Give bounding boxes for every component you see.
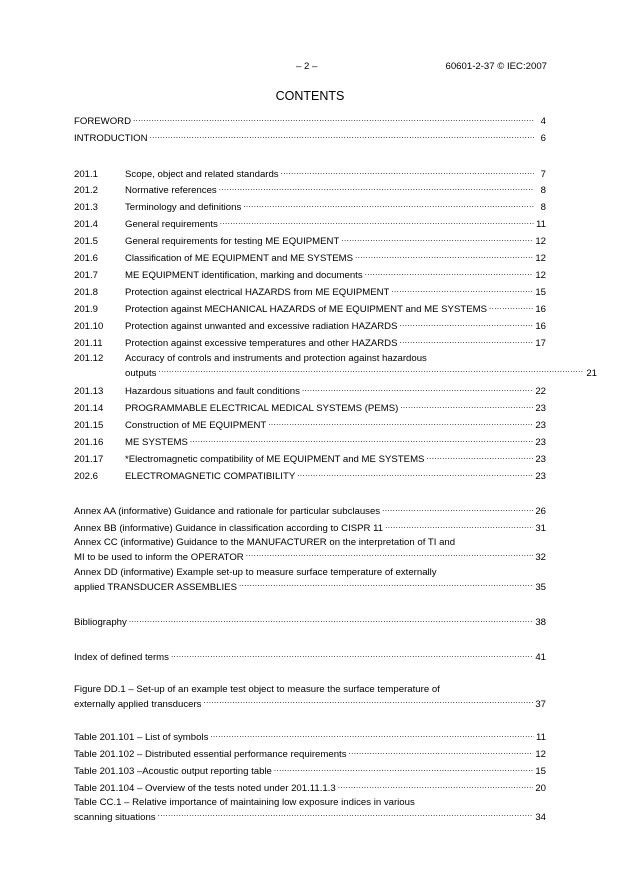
toc-entry-text: Protection against MECHANICAL HAZARDS of ME EQUIPMENT and ME SYSTEMS — [125, 304, 488, 315]
toc-entry-page: 4 — [540, 116, 546, 127]
leader-dots — [365, 267, 534, 278]
toc-entry-text: outputs — [125, 367, 157, 379]
leader-dots — [382, 503, 533, 514]
toc-entry-text: Annex BB (informative) Guidance in classification according to CISPR 11 — [74, 523, 384, 534]
leader-dots — [297, 468, 533, 479]
toc-entry-bibliography[interactable] — [74, 614, 546, 629]
toc-entry-annex[interactable] — [74, 503, 546, 518]
toc-entry-table[interactable] — [74, 780, 546, 795]
clause-number: 201.1 — [74, 169, 99, 180]
toc-entry-page: 12 — [535, 253, 546, 264]
leader-dots — [210, 729, 534, 740]
toc-entry-table[interactable] — [74, 729, 546, 744]
toc-entry-text: applied TRANSDUCER ASSEMBLIES — [74, 581, 237, 593]
toc-entry-text: scanning situations — [74, 811, 156, 823]
toc-entry-annex[interactable] — [74, 567, 546, 593]
toc-entry-text: Bibliography — [74, 617, 127, 628]
toc-entry-text: Protection against electrical HAZARDS from ME EQUIPMENT — [125, 287, 390, 298]
page-number: – 2 – — [296, 61, 318, 72]
leader-dots — [239, 579, 533, 590]
toc-entry-clause[interactable] — [74, 417, 546, 432]
toc-entry-page: 23 — [535, 420, 546, 431]
clause-number: 201.2 — [74, 185, 99, 196]
toc-entry-clause[interactable] — [74, 434, 546, 449]
toc-entry-figure[interactable] — [74, 684, 546, 710]
leader-dots — [158, 365, 584, 376]
toc-entry-text: ME SYSTEMS — [125, 437, 188, 448]
toc-entry-page: 38 — [535, 617, 546, 628]
toc-entry-clause[interactable] — [74, 383, 546, 398]
clause-number: 201.10 — [74, 321, 104, 332]
clause-number: 201.3 — [74, 202, 99, 213]
clause-number: 201.6 — [74, 253, 99, 264]
toc-entry-text: Scope, object and related standards — [125, 169, 279, 180]
leader-dots — [171, 649, 533, 660]
toc-entry-text: PROGRAMMABLE ELECTRICAL MEDICAL SYSTEMS (PEMS) — [125, 403, 399, 414]
leader-dots — [243, 199, 534, 210]
toc-entry-page: 15 — [535, 766, 546, 777]
toc-entry-clause[interactable] — [74, 267, 546, 282]
clause-number: 201.12 — [74, 353, 104, 364]
leader-dots — [158, 809, 534, 820]
toc-entry-table[interactable] — [74, 763, 546, 778]
leader-dots — [274, 763, 533, 774]
leader-dots — [190, 434, 533, 445]
toc-entry-clause[interactable] — [74, 182, 546, 197]
leader-dots — [281, 166, 534, 177]
clause-number: 201.5 — [74, 236, 99, 247]
toc-entry-text: Protection against unwanted and excessive radiation HAZARDS — [125, 321, 398, 332]
leader-dots — [400, 335, 534, 346]
toc-entry-foreword[interactable] — [74, 113, 546, 128]
toc-entry-clause[interactable] — [74, 216, 546, 231]
clause-number: 201.8 — [74, 287, 99, 298]
leader-dots — [426, 451, 533, 462]
toc-entry-text: ME EQUIPMENT identification, marking and documents — [125, 270, 363, 281]
toc-entry-annex[interactable] — [74, 537, 546, 563]
toc-entry-page: 15 — [535, 287, 546, 298]
toc-entry-clause[interactable] — [74, 166, 546, 181]
toc-entry-text-line1: Annex CC (informative) Guidance to the MANUFACTURER on the interpretation of TI and — [74, 537, 456, 548]
toc-entry-page: 12 — [535, 270, 546, 281]
leader-dots — [400, 318, 534, 329]
toc-entry-page: 12 — [535, 749, 546, 760]
leader-dots — [220, 216, 534, 227]
clause-number: 201.14 — [74, 403, 104, 414]
toc-entry-page: 6 — [540, 133, 546, 144]
toc-entry-text: Table 201.101 – List of symbols — [74, 732, 209, 743]
toc-entry-text: Table 201.104 – Overview of the tests noted under 201.11.1.3 — [74, 783, 336, 794]
toc-entry-text: *Electromagnetic compatibility of ME EQUIPMENT and ME SYSTEMS — [125, 454, 425, 465]
toc-entry-clause[interactable] — [74, 284, 546, 299]
clause-number: 201.16 — [74, 437, 104, 448]
clause-number: 201.13 — [74, 386, 104, 397]
toc-entry-table[interactable] — [74, 746, 546, 761]
toc-entry-table[interactable] — [74, 797, 546, 823]
toc-entry-clause[interactable] — [74, 335, 546, 350]
toc-entry-page: 23 — [535, 403, 546, 414]
toc-entry-text: Annex AA (informative) Guidance and rationale for particular subclauses — [74, 506, 381, 517]
clause-number: 202.6 — [74, 471, 99, 482]
clause-number: 201.11 — [74, 338, 103, 349]
toc-entry-text: FOREWORD — [74, 116, 132, 127]
toc-entry-text-line1: Figure DD.1 – Set-up of an example test object to measure the surface temperature of — [74, 684, 440, 695]
leader-dots — [338, 780, 534, 791]
toc-entry-text: ELECTROMAGNETIC COMPATIBILITY — [125, 471, 296, 482]
toc-entry-text: Classification of ME EQUIPMENT and ME SYSTEMS — [125, 253, 354, 264]
toc-entry-text: INTRODUCTION — [74, 133, 148, 144]
toc-entry-text: externally applied transducers — [74, 698, 202, 710]
toc-entry-text: Index of defined terms — [74, 652, 169, 663]
toc-entry-clause[interactable] — [74, 468, 546, 483]
toc-entry-page: 22 — [535, 386, 546, 397]
toc-entry-page: 35 — [535, 581, 546, 593]
toc-entry-annex[interactable] — [74, 520, 546, 535]
toc-entry-text-line1: Accuracy of controls and instruments and protection against hazardous — [125, 353, 427, 364]
toc-entry-text: General requirements — [125, 219, 218, 230]
toc-entry-text: Table 201.103 –Acoustic output reporting table — [74, 766, 272, 777]
toc-entry-clause[interactable] — [74, 451, 546, 466]
leader-dots — [400, 400, 533, 411]
toc-entry-text: Terminology and definitions — [125, 202, 242, 213]
toc-entry-page: 20 — [535, 783, 546, 794]
toc-entry-clause[interactable] — [74, 353, 597, 379]
clause-number: 201.15 — [74, 420, 104, 431]
toc-entry-page: 17 — [535, 338, 546, 349]
leader-dots — [385, 520, 533, 531]
leader-dots — [129, 614, 534, 625]
toc-entry-page: 26 — [535, 506, 546, 517]
clause-number: 201.7 — [74, 270, 99, 281]
toc-entry-page: 11 — [536, 732, 546, 743]
toc-entry-text: Table 201.102 – Distributed essential performance requirements — [74, 749, 347, 760]
page-title: CONTENTS — [275, 89, 345, 103]
toc-entry-page: 41 — [535, 652, 546, 663]
toc-entry-page: 37 — [535, 698, 546, 710]
toc-entry-page: 23 — [535, 454, 546, 465]
toc-entry-page: 7 — [540, 169, 546, 180]
leader-dots — [246, 549, 534, 560]
toc-entry-text: Protection against excessive temperatures and other HAZARDS — [125, 338, 398, 349]
toc-entry-page: 11 — [536, 219, 546, 230]
leader-dots — [341, 233, 533, 244]
toc-entry-text-line1: Table CC.1 – Relative importance of maintaining low exposure indices in various — [74, 797, 415, 808]
leader-dots — [268, 417, 533, 428]
toc-entry-page: 32 — [535, 551, 546, 563]
toc-entry-page: 21 — [586, 367, 597, 379]
standard-id: 60601-2-37 © IEC:2007 — [445, 61, 547, 72]
leader-dots — [489, 301, 533, 312]
toc-entry-page: 31 — [535, 523, 546, 534]
leader-dots — [355, 250, 533, 261]
leader-dots — [391, 284, 533, 295]
toc-entry-page: 16 — [535, 304, 546, 315]
toc-entry-text: Hazardous situations and fault conditions — [125, 386, 300, 397]
toc-entry-clause[interactable] — [74, 250, 546, 265]
toc-entry-text: Construction of ME EQUIPMENT — [125, 420, 267, 431]
toc-entry-page: 8 — [540, 185, 546, 196]
clause-number: 201.17 — [74, 454, 104, 465]
toc-entry-clause[interactable] — [74, 400, 546, 415]
toc-entry-introduction[interactable] — [74, 130, 546, 145]
toc-entry-text: General requirements for testing ME EQUIPMENT — [125, 236, 340, 247]
toc-entry-text-line1: Annex DD (informative) Example set-up to measure surface temperature of externally — [74, 567, 437, 578]
toc-entry-clause[interactable] — [74, 199, 546, 214]
leader-dots — [302, 383, 533, 394]
leader-dots — [133, 113, 534, 124]
leader-dots — [150, 130, 534, 141]
page-header — [0, 61, 620, 75]
toc-entry-clause[interactable] — [74, 233, 546, 248]
toc-entry-page: 12 — [535, 236, 546, 247]
toc-entry-page: 23 — [535, 437, 546, 448]
toc-entry-page: 8 — [540, 202, 546, 213]
leader-dots — [349, 746, 534, 757]
clause-number: 201.4 — [74, 219, 99, 230]
toc-entry-text: Normative references — [125, 185, 217, 196]
leader-dots — [219, 182, 534, 193]
toc-entry-page: 23 — [535, 471, 546, 482]
toc-entry-page: 34 — [535, 811, 546, 823]
leader-dots — [203, 696, 533, 707]
toc-entry-clause[interactable] — [74, 301, 546, 316]
toc-entry-page: 16 — [535, 321, 546, 332]
toc-entry-index[interactable] — [74, 649, 546, 664]
toc-entry-text: MI to be used to inform the OPERATOR — [74, 551, 244, 563]
toc-entry-clause[interactable] — [74, 318, 546, 333]
clause-number: 201.9 — [74, 304, 99, 315]
